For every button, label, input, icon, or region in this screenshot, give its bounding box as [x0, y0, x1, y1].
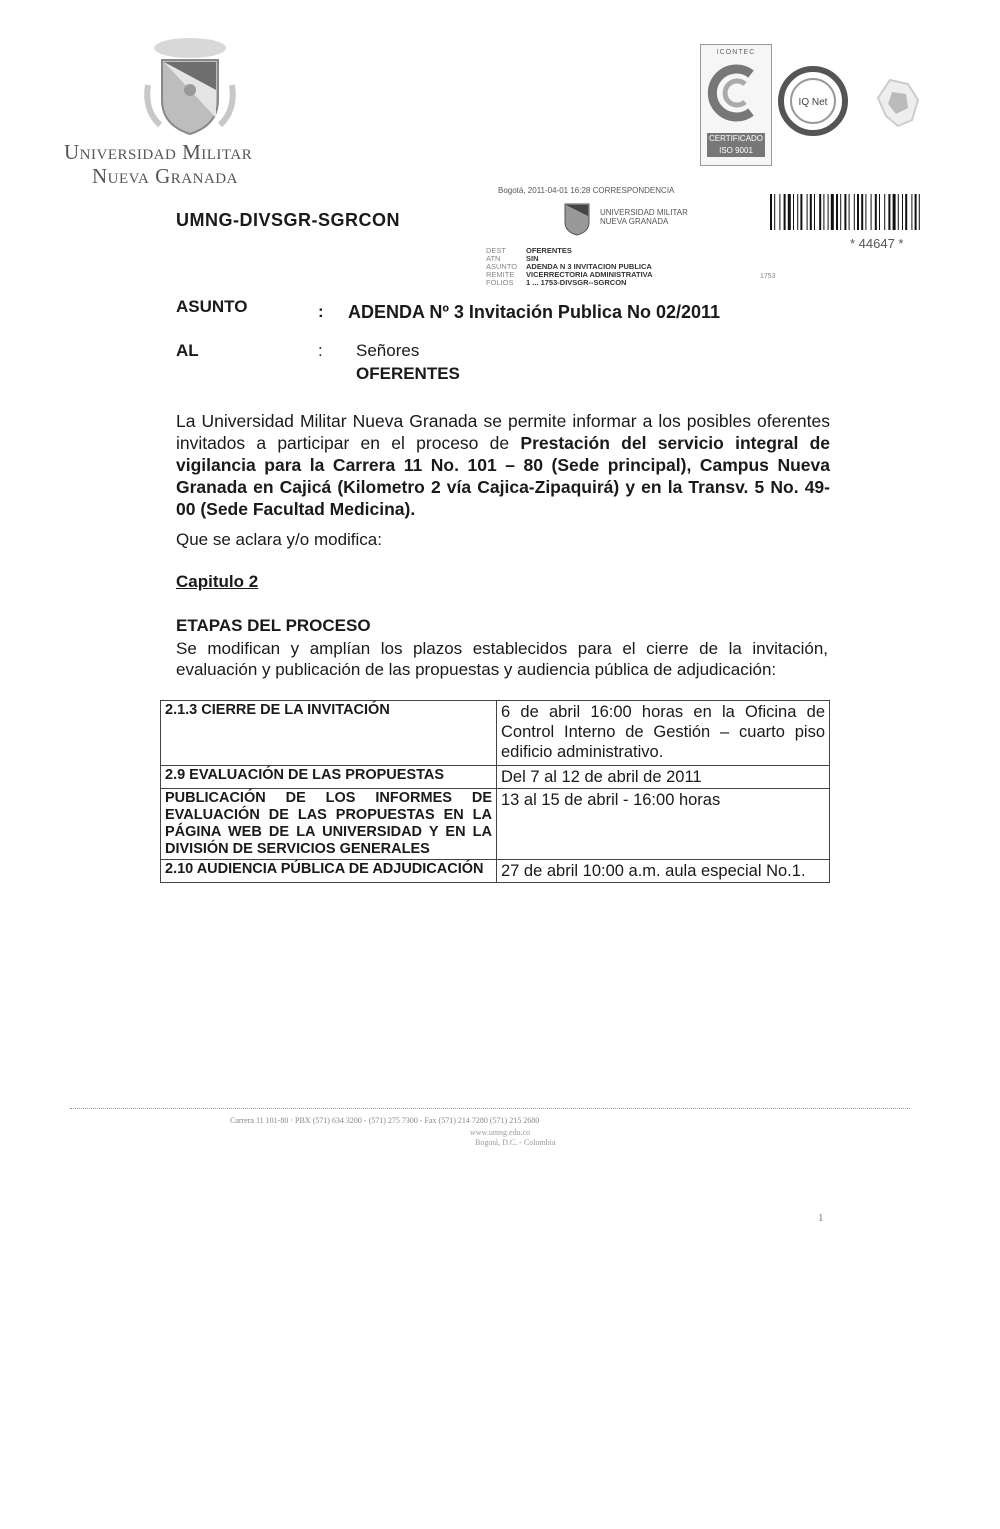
stamp-field-label: REMITE [486, 270, 515, 279]
barcode-bar [905, 194, 907, 230]
stamp-date-line: Bogotá, 2011-04-01 16:28 CORRESPONDENCIA [498, 186, 675, 195]
barcode-image [770, 194, 920, 230]
al-label: AL [176, 341, 199, 360]
stamp-organization [600, 208, 688, 226]
barcode-bar [888, 194, 890, 230]
icontec-label: ICONTEC [716, 49, 756, 56]
barcode-bar [797, 194, 798, 230]
barcode-bar [884, 194, 885, 230]
barcode-bar [828, 194, 829, 230]
intro-text: La Universidad Militar Nueva Granada se permite informar a los posibles oferentes invitados a participar en el proceso de [176, 411, 830, 453]
university-crest-logo [140, 30, 240, 140]
stamp-field-label: ASUNTO [486, 262, 518, 271]
table-row [161, 789, 830, 860]
footer-city: Bogotá, D.C. - Colombia [475, 1138, 556, 1147]
barcode-bar [800, 194, 802, 230]
stage-cell: 2.1.3 CIERRE DE LA INVITACIÓN [161, 701, 497, 766]
stamp-fields [486, 247, 653, 287]
barcode-bar [865, 194, 866, 230]
barcode-bar [823, 194, 824, 230]
iqnet-label: IQ Net [798, 97, 828, 108]
detail-cell: Del 7 al 12 de abril de 2011 [497, 766, 830, 789]
icontec-c-icon [701, 56, 769, 126]
icontec-certified-band: CERTIFICADO ISO 9001 [708, 134, 764, 155]
stamp-field-row [486, 247, 653, 255]
barcode-bar [770, 194, 772, 230]
iqnet-logo [778, 66, 848, 136]
recipient: OFERENTES [356, 364, 460, 383]
icontec-certification-logo [700, 44, 772, 166]
chapter-heading: Capitulo 2 [176, 572, 259, 591]
detail-cell: 6 de abril 16:00 horas en la Oficina de Control Interno de Gestión – cuarto piso edificio administrativo. [497, 701, 830, 766]
barcode-bar [793, 194, 794, 230]
service-description: Prestación del servicio integral de vigilancia para la Carrera 11 No. 101 – 80 (Sede principal), Campus Nueva Granada en Cajicá (Kilometro 2 vía Cajica-Zipaquirá) y en la Transv. 5 No. 49-00 (Sede Facultad Medicina). [176, 433, 830, 519]
barcode-bar [898, 194, 899, 230]
barcode-bar [807, 194, 808, 230]
page-number: 1 [818, 1212, 824, 1224]
table-row [161, 766, 830, 789]
university-name-line1: Universidad Militar [64, 140, 253, 164]
barcode-bar [875, 194, 877, 230]
barcode-bar [893, 194, 896, 230]
salutation: Señores [356, 341, 420, 360]
barcode-bar [774, 194, 775, 230]
colombia-map-logo [868, 72, 928, 132]
stamp-field-value: ADENDA N 3 INVITACION PUBLICA [526, 262, 652, 271]
detail-cell: 13 al 15 de abril - 16:00 horas [497, 789, 830, 860]
stamp-org-line2: NUEVA GRANADA [600, 217, 669, 226]
clarification-line: Que se aclara y/o modifica: [176, 530, 382, 549]
intro-paragraph [176, 410, 830, 520]
asunto-colon: : [318, 302, 324, 321]
barcode-bar [915, 194, 917, 230]
barcode-bar [788, 194, 791, 230]
al-colon: : [318, 341, 323, 360]
modification-paragraph: Se modifican y amplían los plazos establecidos para el cierre de la invitación, evaluación y publicación de las propuestas y audiencia pública de adjudicación: [176, 639, 828, 679]
stage-cell: 2.10 AUDIENCIA PÚBLICA DE ADJUDICACIÓN [161, 860, 497, 883]
barcode-bar [814, 194, 815, 230]
asunto-label: ASUNTO [176, 297, 248, 316]
table-row [161, 860, 830, 883]
barcode-bar [840, 194, 841, 230]
barcode-bar [836, 194, 838, 230]
stamp-field-value: VICERRECTORIA ADMINISTRATIVA [526, 270, 653, 279]
stamp-field-label: ATN [486, 254, 501, 263]
table-row [161, 701, 830, 766]
stamp-org-line1: UNIVERSIDAD MILITAR [600, 208, 688, 217]
stamp-field-value: 1 ... 1753-DIVSGR--SGRCON [526, 278, 627, 287]
stage-cell: PUBLICACIÓN DE LOS INFORMES DE EVALUACIÓN DE LAS PROPUESTAS EN LA PÁGINA WEB DE LA UNIVERSIDAD Y EN LA DIVISIÓN DE SERVICIOS GENERALES [161, 789, 497, 860]
barcode-bar [857, 194, 859, 230]
stamp-crest-icon [562, 200, 592, 236]
stages-heading: ETAPAS DEL PROCESO [176, 616, 371, 635]
barcode-bar [911, 194, 912, 230]
barcode-bar [902, 194, 903, 230]
barcode-bar [879, 194, 880, 230]
barcode-bar [844, 194, 846, 230]
barcode-bar [831, 194, 834, 230]
barcode-bar [861, 194, 863, 230]
schedule-table [160, 700, 830, 883]
barcode-number: * 44647 * [850, 236, 904, 251]
stamp-field-label: FOLIOS [486, 278, 514, 287]
stamp-consecutive: 1753 [760, 273, 776, 280]
barcode-bar [871, 194, 872, 230]
barcode-bar [784, 194, 786, 230]
stamp-field-row [486, 279, 653, 287]
university-name-line2: Nueva Granada [92, 164, 238, 188]
barcode-bar [854, 194, 855, 230]
barcode-bar [919, 194, 920, 230]
footer-website: www.umng.edu.co [470, 1128, 531, 1137]
stamp-field-label: DEST [486, 246, 507, 255]
detail-cell: 27 de abril 10:00 a.m. aula especial No.1. [497, 860, 830, 883]
barcode-bar [779, 194, 780, 230]
document-code: UMNG-DIVSGR-SGRCON [176, 210, 400, 230]
university-name [64, 140, 252, 188]
barcode-bar [849, 194, 850, 230]
footer-divider [70, 1108, 910, 1109]
stamp-field-value: SIN [526, 254, 539, 263]
barcode-bar [810, 194, 812, 230]
footer-address: Carrera 11 101-80 · PBX (571) 634 3200 - (571) 275 7300 - Fax (571) 214 7280 (571) 215 2680 [230, 1116, 540, 1125]
stamp-field-value: OFERENTES [526, 246, 572, 255]
asunto-value: ADENDA Nº 3 Invitación Publica No 02/2011 [348, 302, 721, 322]
barcode-bar [819, 194, 821, 230]
stage-cell: 2.9 EVALUACIÓN DE LAS PROPUESTAS [161, 766, 497, 789]
